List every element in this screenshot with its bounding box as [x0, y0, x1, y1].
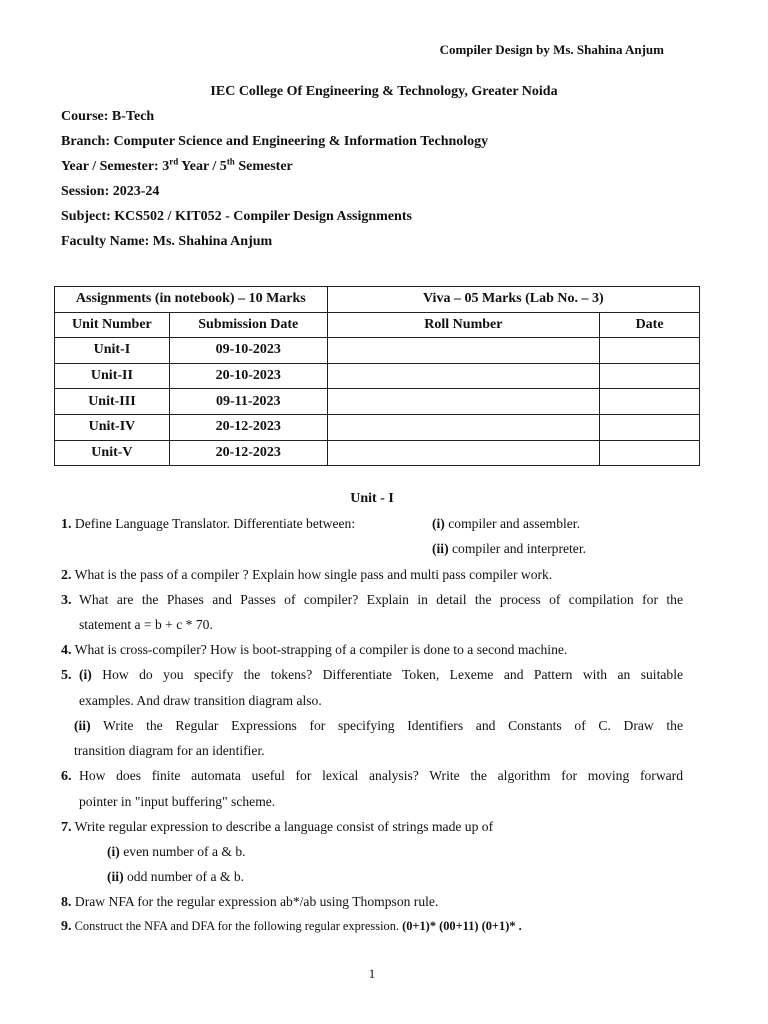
year-suffix: Semester [234, 159, 293, 174]
viva-date-cell [600, 440, 700, 466]
year-mid: Year / 5 [178, 159, 227, 174]
unit-number-header: Unit Number [55, 312, 170, 338]
option-label: (ii) [107, 869, 124, 884]
part-text: Write the Regular Expressions for specifying Identifiers and Constants of C. Draw the [90, 718, 683, 733]
question-number: 3. [61, 593, 72, 608]
question-1 [61, 516, 355, 533]
question-text: Write regular expression to describe a language consist of strings made up of [74, 819, 494, 834]
viva-date-cell [600, 414, 700, 440]
year-sup-rd: rd [169, 156, 179, 167]
question-number: 7. [61, 820, 72, 835]
assignment-table [54, 286, 700, 466]
session-line: Session: 2023-24 [61, 184, 160, 199]
question-3-line-1: What are the Phases and Passes of compiler? Explain in detail the process of compilation for the [79, 592, 683, 607]
option-text: even number of a & b. [119, 844, 246, 859]
question-5-part-ii-line-2: transition diagram for an identifier. [74, 743, 265, 758]
date-cell: 20-12-2023 [169, 414, 327, 440]
unit-title: Unit - I [350, 491, 394, 506]
year-prefix: Year / Semester: 3 [61, 159, 170, 174]
question-3 [61, 592, 72, 609]
faculty-line: Faculty Name: Ms. Shahina Anjum [61, 234, 273, 249]
submission-date-header: Submission Date [169, 312, 327, 338]
unit-cell: Unit-II [55, 363, 170, 389]
question-number: 9. [61, 919, 72, 934]
table-header-row [55, 287, 700, 313]
question-6-line-1: How does finite automata useful for lexical analysis? Write the algorithm for moving forward [79, 768, 683, 783]
course-line: Course: B-Tech [61, 109, 155, 124]
question-3-line-2: statement a = b + c * 70. [79, 617, 213, 632]
table-row [55, 363, 700, 389]
question-text: Draw NFA for the regular expression ab*/ab using Thompson rule. [74, 894, 439, 909]
viva-date-header: Date [600, 312, 700, 338]
option-label: (i) [107, 844, 120, 859]
table-row [55, 338, 700, 364]
roll-number-cell [327, 389, 600, 415]
question-number: 8. [61, 895, 72, 910]
question-1-option-i [432, 516, 580, 532]
question-number: 6. [61, 769, 72, 784]
question-text: What is cross-compiler? How is boot-strapping of a compiler is done to a second machine. [74, 642, 568, 657]
roll-number-cell [327, 440, 600, 466]
part-label: (ii) [74, 718, 91, 733]
question-7-option-ii [107, 869, 244, 885]
question-text: What is the pass of a compiler ? Explain how single pass and multi pass compiler work. [74, 567, 553, 582]
option-label: (ii) [432, 541, 449, 556]
viva-date-cell [600, 338, 700, 364]
viva-header: Viva – 05 Marks (Lab No. – 3) [327, 287, 699, 313]
date-cell: 09-11-2023 [169, 389, 327, 415]
question-6-line-2: pointer in "input buffering" scheme. [79, 794, 276, 809]
table-row [55, 440, 700, 466]
branch-line: Branch: Computer Science and Engineering & Information Technology [61, 134, 489, 149]
question-7 [61, 819, 493, 836]
roll-number-cell [327, 363, 600, 389]
question-8 [61, 894, 438, 911]
question-5-part-i-line-2: examples. And draw transition diagram also. [79, 693, 322, 708]
option-text: compiler and assembler. [444, 516, 580, 531]
question-number: 5. [61, 668, 72, 683]
part-label: (i) [79, 667, 92, 682]
question-4 [61, 642, 567, 659]
question-1-option-ii [432, 541, 586, 557]
regular-expression: (0+1)* (00+11) (0+1)* . [402, 919, 522, 933]
viva-date-cell [600, 389, 700, 415]
part-text: How do you specify the tokens? Differentiate Token, Lexeme and Pattern with an suitable [91, 667, 683, 682]
question-number: 1. [61, 517, 72, 532]
question-7-option-i [107, 844, 246, 860]
option-label: (i) [432, 516, 445, 531]
question-5 [61, 667, 72, 684]
question-5-part-ii-line-1 [74, 718, 683, 734]
unit-cell: Unit-V [55, 440, 170, 466]
date-cell: 20-10-2023 [169, 363, 327, 389]
viva-date-cell [600, 363, 700, 389]
subject-line: Subject: KCS502 / KIT052 - Compiler Design Assignments [61, 209, 412, 224]
question-9 [61, 919, 522, 935]
assignments-header: Assignments (in notebook) – 10 Marks [55, 287, 328, 313]
question-6 [61, 768, 72, 785]
running-header: Compiler Design by Ms. Shahina Anjum [439, 42, 664, 57]
college-name: IEC College Of Engineering & Technology, Greater Noida [210, 84, 558, 99]
page-number: 1 [368, 966, 376, 981]
option-text: odd number of a & b. [123, 869, 245, 884]
question-text: Construct the NFA and DFA for the following regular expression. [74, 919, 403, 933]
date-cell: 20-12-2023 [169, 440, 327, 466]
question-5-part-i-line-1 [79, 667, 683, 683]
date-cell: 09-10-2023 [169, 338, 327, 364]
table-row [55, 414, 700, 440]
question-number: 2. [61, 568, 72, 583]
unit-cell: Unit-IV [55, 414, 170, 440]
year-sup-th: th [226, 156, 235, 167]
table-row [55, 389, 700, 415]
unit-cell: Unit-I [55, 338, 170, 364]
question-text: Define Language Translator. Differentiate between: [74, 516, 356, 531]
unit-cell: Unit-III [55, 389, 170, 415]
option-text: compiler and interpreter. [448, 541, 587, 556]
table-subheader-row [55, 312, 700, 338]
roll-number-cell [327, 338, 600, 364]
question-2 [61, 567, 552, 584]
roll-number-header: Roll Number [327, 312, 600, 338]
question-number: 4. [61, 643, 72, 658]
year-semester-line [61, 156, 293, 175]
roll-number-cell [327, 414, 600, 440]
